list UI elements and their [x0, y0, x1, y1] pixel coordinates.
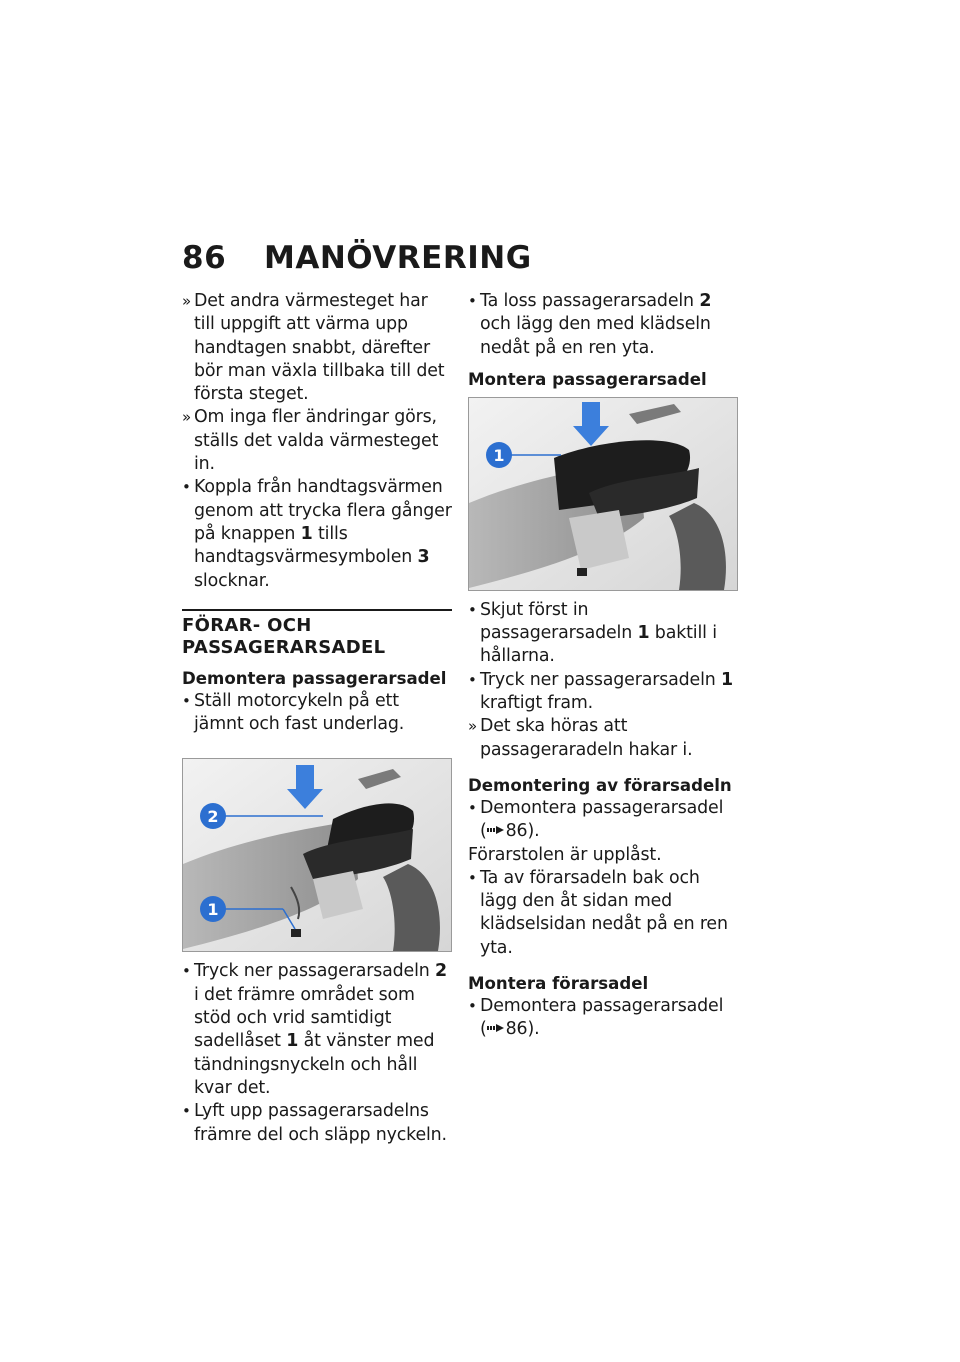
item-text: kraftigt fram. — [480, 693, 594, 714]
result-marker: » — [182, 408, 192, 427]
page-header — [182, 240, 532, 280]
item-text: Ta loss passagerarsadeln — [480, 291, 700, 311]
bullet-marker: • — [182, 691, 191, 710]
item-text: Ställ motorcykeln på ett jämnt och fast underlag. — [194, 690, 405, 735]
bullet-marker: • — [468, 600, 477, 619]
item-text: baktill i hållarna. — [480, 623, 717, 667]
callout-label: 1 — [207, 900, 219, 920]
seat-install-figure — [468, 397, 738, 591]
result-marker: » — [182, 292, 192, 310]
item-text: Det andra värmesteget har till uppgift att värma upp handtagen snabbt, därefter bör man växla tillbaka till det första steget. — [194, 291, 445, 405]
list-item: • Demontera passagerarsadel ( 86). — [468, 996, 724, 1040]
callout-label: 2 — [207, 807, 219, 827]
page-reference[interactable]: 86). — [505, 821, 540, 842]
bullet-marker: • — [468, 670, 477, 689]
bullet-marker: • — [468, 868, 477, 887]
result-note: Förarstolen är upplåst. — [468, 844, 662, 865]
bullet-marker: • — [182, 1102, 191, 1121]
subheading: Montera förarsadel — [468, 974, 649, 994]
reference-number: 1 — [637, 623, 650, 644]
list-item — [468, 290, 740, 360]
seat-removal-figure — [182, 758, 452, 952]
item-text: och lägg den med klädseln nedåt på en ren yta. — [480, 314, 711, 358]
item-text: slocknar. — [194, 570, 270, 591]
item-text: Skjut först in passagerarsadeln — [480, 599, 638, 644]
reference-number: 1 — [721, 669, 733, 690]
item-text: Koppla från handtagsvärmen genom att trycka flera gånger på knappen — [194, 477, 452, 544]
item-text: tills handtagsvärmesymbolen — [194, 523, 418, 568]
right-column — [468, 290, 740, 1042]
page-reference-arrow-icon — [487, 1023, 505, 1033]
item-text: Demontera passagerarsadel — [480, 996, 724, 1017]
list-item — [182, 476, 452, 592]
list-item — [468, 715, 740, 762]
page-reference-arrow-icon — [487, 825, 505, 835]
list-item — [182, 690, 452, 737]
item-text: åt vänster med tändningsnyckeln och håll kvar det. — [194, 1031, 435, 1098]
subheading: Demontering av förarsadeln — [468, 775, 732, 795]
bullet-marker: • — [468, 292, 477, 310]
item-text: Ta av förarsadeln bak och lägg den åt sidan med klädselsidan nedåt på en ren yta. — [480, 867, 728, 958]
reference-number: 1 — [286, 1031, 299, 1052]
item-text: Tryck ner passagerarsadeln — [194, 961, 436, 982]
bullet-marker: • — [468, 997, 477, 1016]
page-number: 86 — [182, 240, 227, 276]
section-title: FÖRAR- OCH PASSAGERARSADEL — [182, 614, 386, 658]
item-text: Lyft upp passagerarsadelns främre del och släpp nyckeln. — [194, 1101, 447, 1145]
subheading: Demontera passagerarsadel — [182, 668, 447, 688]
bullet-marker: • — [468, 798, 477, 817]
reference-number: 2 — [435, 961, 447, 982]
list-item: • Demontera passagerarsadel ( 86). — [468, 797, 724, 842]
item-text: Om inga fler ändringar görs, ställs det valda värmesteget in. — [194, 407, 439, 475]
reference-number: 1 — [300, 523, 313, 544]
page-reference[interactable]: 86). — [505, 1019, 540, 1040]
list-item — [182, 960, 452, 1100]
item-text: Demontera passagerarsadel — [480, 797, 724, 818]
bullet-marker: • — [182, 962, 191, 981]
list-item — [182, 1100, 452, 1147]
item-text: i det främre området som stöd och vrid samtidigt sadellåset — [194, 984, 415, 1052]
left-column — [182, 290, 452, 1147]
bullet-marker: • — [182, 478, 191, 497]
item-text: Tryck ner passagerarsadeln — [480, 669, 722, 690]
list-item — [182, 406, 452, 476]
callout-label: 1 — [493, 445, 505, 465]
reference-number: 3 — [417, 547, 430, 568]
subheading: Montera passagerarsadel — [468, 369, 707, 389]
list-item — [182, 290, 452, 406]
section-divider — [182, 609, 452, 659]
list-item — [468, 867, 740, 960]
result-marker: » — [468, 717, 478, 736]
list-item — [468, 669, 740, 716]
page-title: MANÖVRERING — [264, 240, 532, 276]
list-item — [468, 599, 740, 669]
item-text: Det ska höras att passageraradeln hakar i. — [480, 716, 693, 760]
reference-number: 2 — [699, 291, 712, 311]
